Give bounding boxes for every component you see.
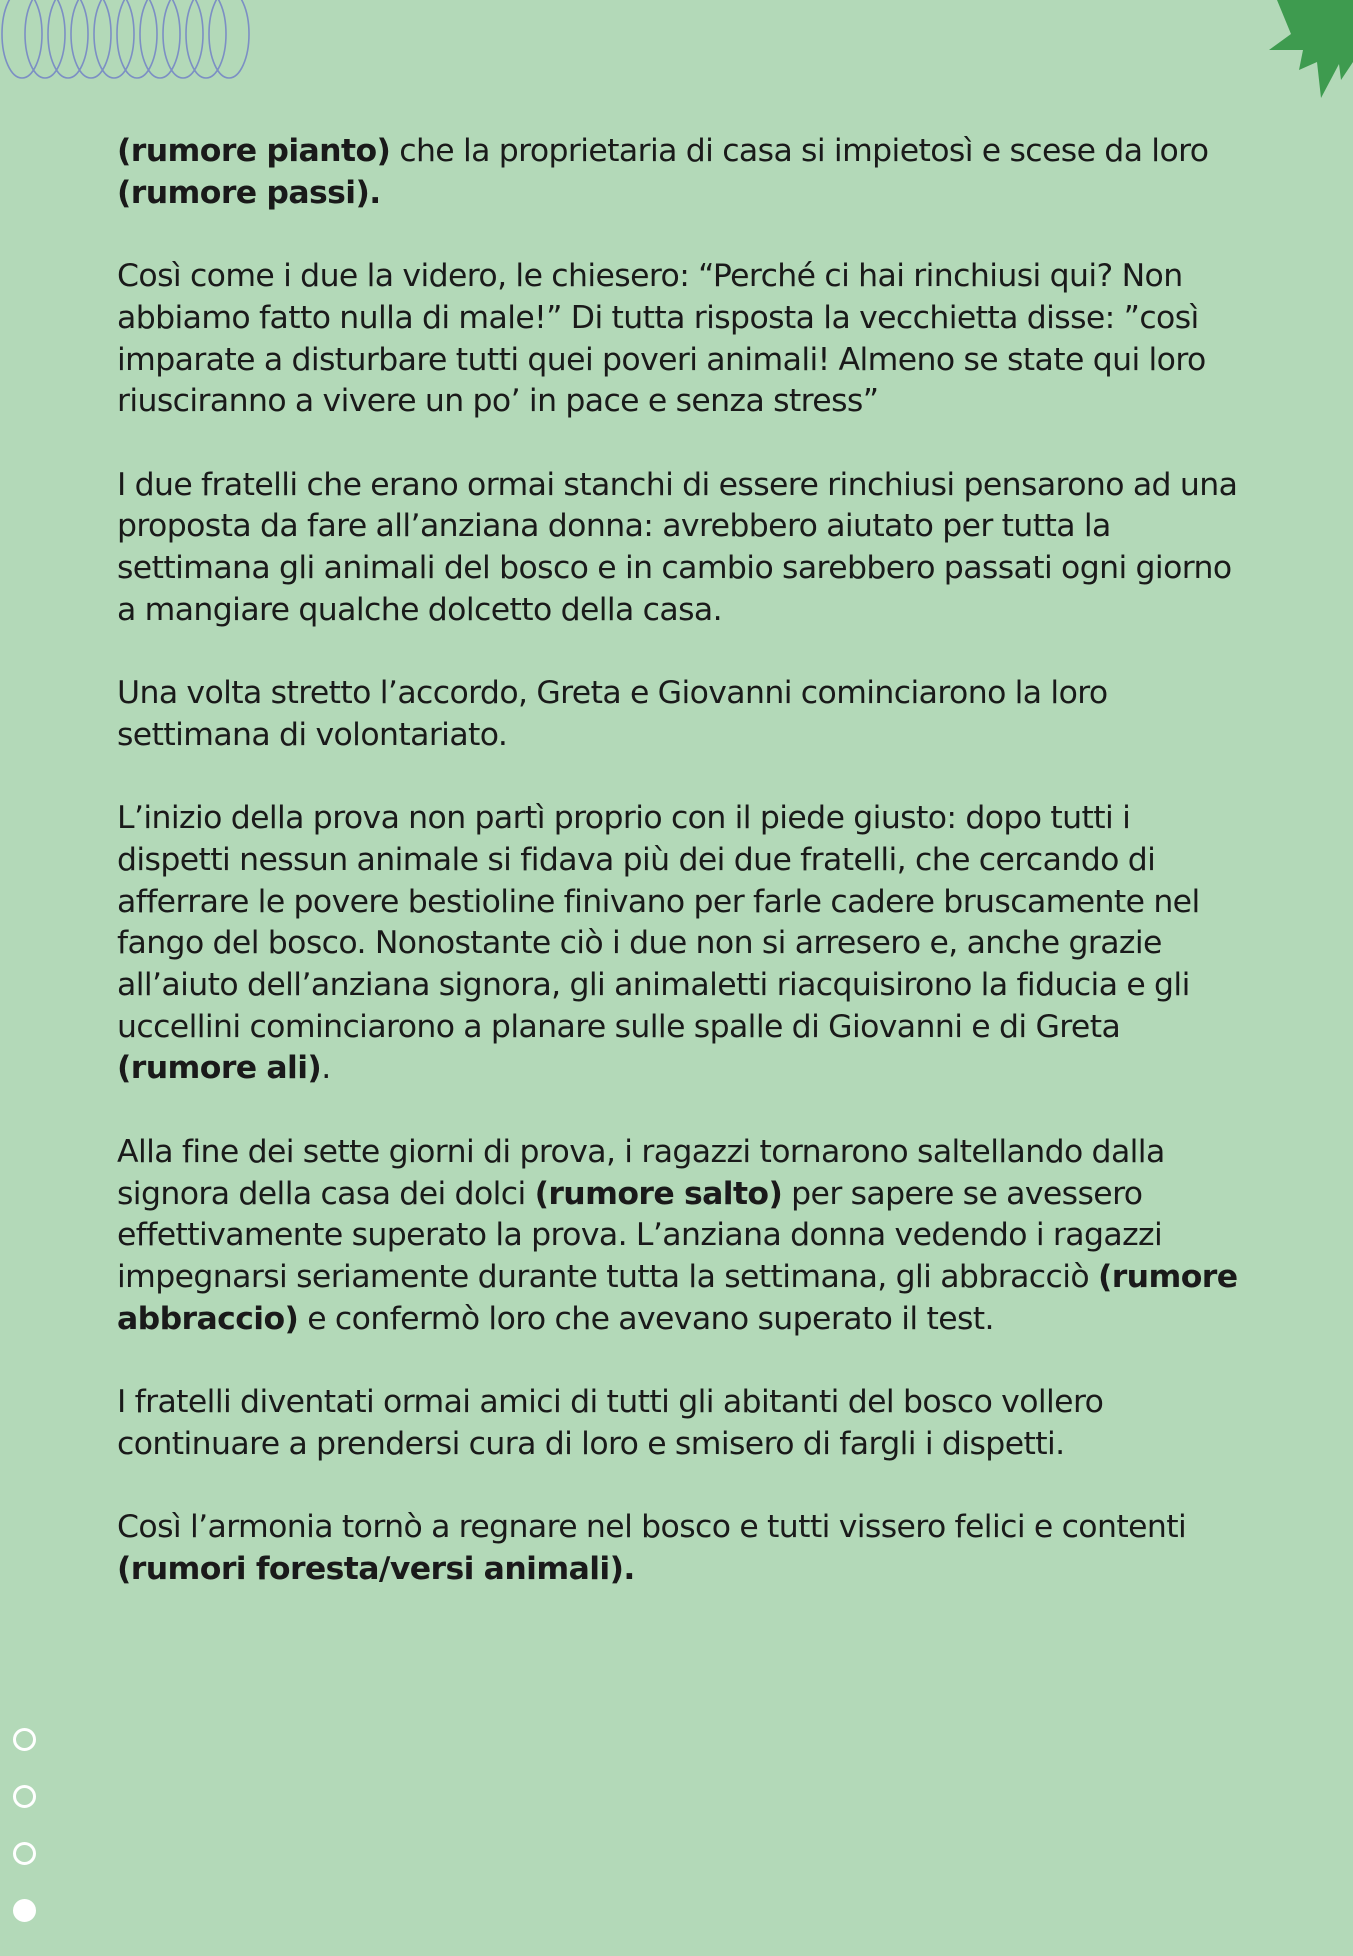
story-paragraph [117,1132,1247,1341]
text-segment: e confermò loro che avevano superato il test. [298,1300,994,1337]
page-dot[interactable] [13,1842,36,1865]
sound-cue: (rumore pianto) [117,133,391,169]
sound-cue: (rumore passi). [117,174,381,211]
sound-cue: (rumori foresta/versi animali). [117,1550,635,1587]
text-segment: Così l’armonia tornò a regnare nel bosco e tutti vissero felici e contenti [117,1509,1187,1546]
page-dot[interactable] [13,1785,36,1808]
sound-cue: (rumore salto) [534,1175,783,1212]
star-burst-icon [1243,0,1353,100]
page-dot[interactable] [13,1899,36,1922]
story-paragraph [117,1382,1247,1465]
story-paragraph [117,798,1247,1090]
text-segment: L’inizio della prova non partì proprio con il piede giusto: dopo tutti i dispetti nessun animale si fidava più dei due fratelli, che cercando di afferrare le povere bestioline finivano per farle cadere bruscamente nel fango del bosco. Nonostante ciò i due non si arresero e, anche grazie all’aiuto dell’anziana signora, gli animaletti riacquisirono la fiducia e gli uccellini cominciarono a planare sulle spalle di Giovanni e di Greta [117,800,1200,1045]
text-segment: Così come i due la videro, le chiesero: “Perché ci hai rinchiusi qui? Non abbiamo fatto nulla di male!” Di tutta risposta la vecchietta disse: ”così imparate a disturbare tutti quei poveri animali! Almeno se state qui loro riusciranno a vivere un po’ in pace e senza stress” [117,258,1206,420]
page-dot[interactable] [13,1728,36,1751]
story-paragraph [117,131,1247,214]
story-paragraph [117,673,1247,756]
text-segment: Alla fine dei sette giorni di prova, i ragazzi tornarono saltellando dalla signora della casa dei dolci [117,1133,1165,1212]
text-segment: per sapere se avessero effettivamente superato la prova. L’anziana donna vedendo i ragazzi impegnarsi seriamente durante tutta la settimana, gli abbracciò [117,1175,1163,1295]
text-segment: che la proprietaria di casa si impietosì e scese da loro [390,133,1209,169]
page-indicator [13,1728,36,1956]
story-text [117,131,1247,1632]
text-segment: I due fratelli che erano ormai stanchi di essere rinchiusi pensarono ad una proposta da fare all’anziana donna: avrebbero aiutato per tutta la settimana gli animali del bosco e in cambio sarebbero passati ogni giorno a mangiare qualche dolcetto della casa. [117,466,1238,628]
story-paragraph [117,256,1247,423]
story-paragraph [117,465,1247,632]
text-segment: I fratelli diventati ormai amici di tutti gli abitanti del bosco vollero continuare a prendersi cura di loro e smisero di fargli i dispetti. [117,1384,1104,1462]
text-segment: Una volta stretto l’accordo, Greta e Giovanni cominciarono la loro settimana di volontariato. [117,675,1108,753]
story-paragraph [117,1507,1247,1590]
text-segment: . [321,1050,331,1087]
sound-cue: (rumore ali) [117,1050,322,1087]
spiral-doodle-icon [0,0,280,90]
sound-cue: (rumore abbraccio) [117,1258,1238,1337]
